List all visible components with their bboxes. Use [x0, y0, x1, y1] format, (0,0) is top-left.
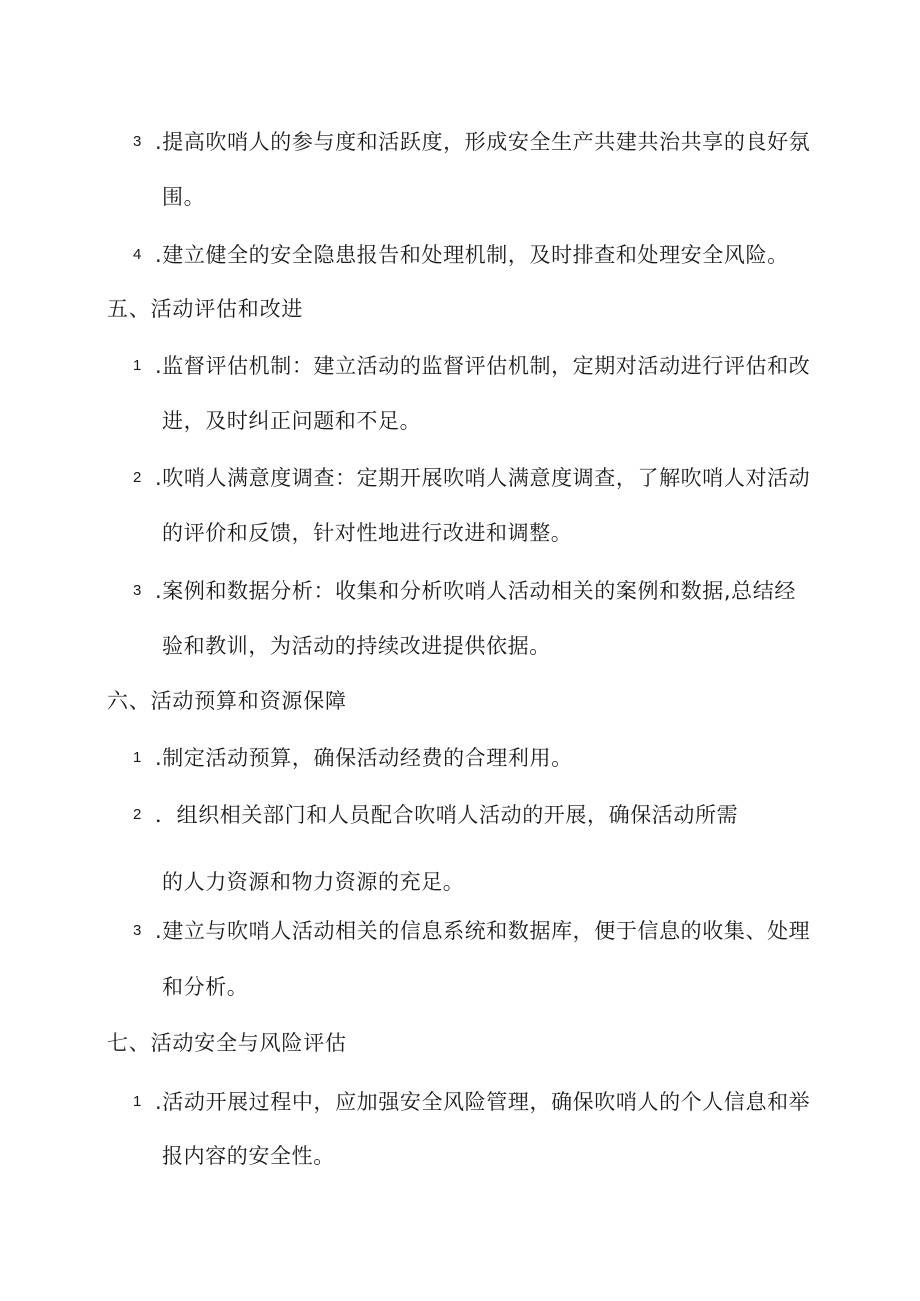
list-item-text: .建立与吹哨人活动相关的信息系统和数据库，便于信息的收集、处理	[155, 919, 811, 943]
list-item-continuation: 进，及时纠正问题和不足。	[162, 409, 422, 433]
item-number: 3	[133, 922, 142, 939]
item-number: 1	[133, 357, 142, 374]
list-item-continuation: 围。	[162, 185, 206, 209]
list-item-continuation: 和分析。	[162, 975, 249, 999]
list-item-text: .监督评估机制：建立活动的监督评估机制，定期对活动进行评估和改	[155, 354, 811, 378]
list-item-continuation: 验和教训，为活动的持续改进提供依据。	[162, 634, 551, 658]
list-item-text: .活动开展过程中，应加强安全风险管理，确保吹哨人的个人信息和举	[155, 1090, 811, 1114]
list-item-text: .提高吹哨人的参与度和活跃度，形成安全生产共建共治共享的良好氛	[155, 130, 811, 154]
item-number: 1	[133, 1093, 142, 1110]
item-number: 3	[133, 133, 142, 150]
item-number: 2	[133, 469, 142, 486]
section-heading-7: 七、活动安全与风险评估	[107, 1031, 347, 1055]
section-heading-5: 五、活动评估和改进	[107, 297, 304, 321]
item-number: 2	[133, 806, 142, 823]
item-number: 4	[133, 246, 142, 263]
item-number: 3	[133, 582, 142, 599]
section-heading-6: 六、活动预算和资源保障	[107, 689, 347, 713]
list-item-continuation: 的评价和反馈，针对性地进行改进和调整。	[162, 521, 573, 545]
list-item-text: .制定活动预算，确保活动经费的合理利用。	[155, 746, 573, 770]
list-item-text: .案例和数据分析：收集和分析吹哨人活动相关的案例和数据,总结经	[155, 579, 796, 603]
list-item-text: .建立健全的安全隐患报告和处理机制，及时排查和处理安全风险。	[155, 243, 789, 267]
list-item-continuation: 报内容的安全性。	[162, 1144, 335, 1168]
list-item-continuation: 的人力资源和物力资源的充足。	[162, 870, 465, 894]
list-item-text: .吹哨人满意度调查：定期开展吹哨人满意度调查，了解吹哨人对活动	[155, 466, 811, 490]
item-number: 1	[133, 749, 142, 766]
list-item-text: ．组织相关部门和人员配合吹哨人活动的开展，确保活动所需	[155, 803, 739, 827]
